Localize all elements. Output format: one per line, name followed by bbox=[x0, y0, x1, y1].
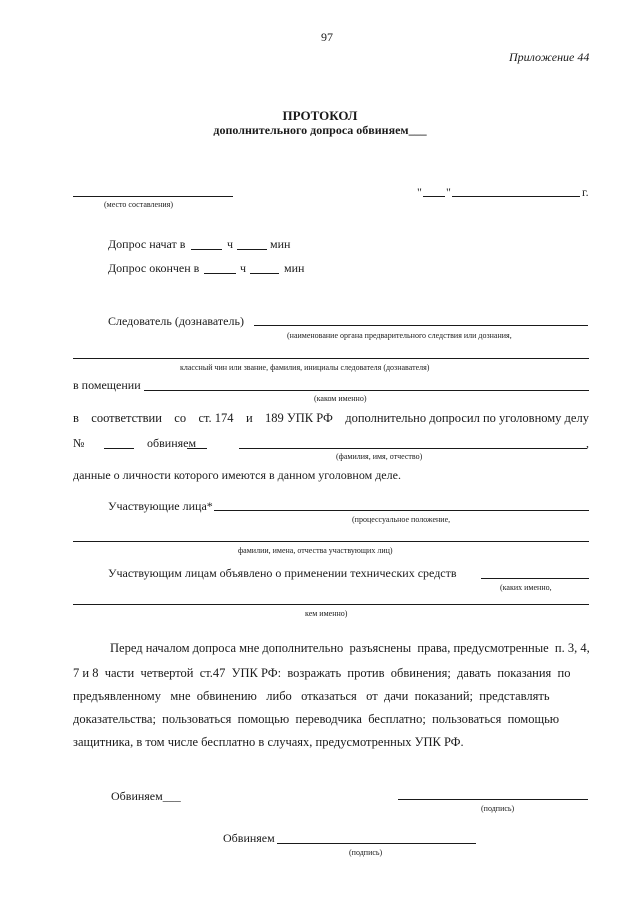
participants-caption-2: фамилии, имена, отчества участвующих лиц) bbox=[238, 546, 393, 555]
rights-line-1 bbox=[110, 641, 590, 656]
participants-caption-1: (процессуальное положение, bbox=[352, 515, 451, 524]
date-quote-open: " bbox=[417, 185, 422, 199]
accordance-word: соответствии bbox=[91, 411, 162, 425]
participants-field-2[interactable] bbox=[73, 541, 589, 542]
rights-line-1-text: Перед началом допроса мне дополнительно разъяснены права, предусмотренные п. 3, 4, bbox=[110, 641, 590, 655]
end-hours-field[interactable] bbox=[204, 273, 236, 274]
signature-1-label: Обвиняем___ bbox=[111, 789, 181, 803]
start-hours-field[interactable] bbox=[191, 249, 222, 250]
investigator-caption-1: (наименование органа предварительного следствия или дознания, bbox=[287, 331, 512, 340]
case-number-label: № bbox=[73, 436, 85, 450]
end-minutes-field[interactable] bbox=[250, 273, 279, 274]
accused-ending-field[interactable] bbox=[187, 448, 207, 449]
investigator-field-2[interactable] bbox=[73, 358, 589, 359]
accused-label: обвиняем bbox=[147, 436, 197, 450]
accused-name-field[interactable] bbox=[239, 448, 587, 449]
accordance-word: со bbox=[174, 411, 187, 425]
accordance-word: ст. 174 bbox=[198, 411, 234, 425]
accused-name-caption: (фамилия, имя, отчество) bbox=[336, 452, 423, 461]
investigator-label: Следователь (дознаватель) bbox=[108, 314, 244, 328]
accordance-word: в bbox=[73, 411, 79, 425]
end-minutes-unit: мин bbox=[284, 261, 305, 275]
document-subtitle: дополнительного допроса обвиняем___ bbox=[213, 123, 427, 137]
accordance-word: и bbox=[245, 411, 253, 425]
end-hours-unit: ч bbox=[240, 261, 247, 275]
rights-line-3 bbox=[73, 689, 589, 704]
technical-caption-1: (каких именно, bbox=[500, 583, 552, 592]
room-field[interactable] bbox=[144, 390, 589, 391]
signature-1-caption: (подпись) bbox=[481, 804, 515, 813]
appendix-label: Приложение 44 bbox=[509, 50, 590, 64]
page-number: 97 bbox=[321, 30, 333, 44]
participants-label: Участвующие лица* bbox=[108, 499, 213, 513]
start-hours-unit: ч bbox=[227, 237, 234, 251]
start-minutes-unit: мин bbox=[270, 237, 291, 251]
room-caption: (каком именно) bbox=[314, 394, 367, 403]
signature-2-label: Обвиняем bbox=[223, 831, 275, 845]
technical-caption-2: кем именно) bbox=[305, 609, 348, 618]
start-prefix: Допрос начат в bbox=[108, 237, 186, 251]
end-prefix: Допрос окончен в bbox=[108, 261, 200, 275]
start-minutes-field[interactable] bbox=[237, 249, 267, 250]
rights-line-4 bbox=[73, 712, 589, 727]
signature-1-field[interactable] bbox=[398, 799, 588, 800]
place-caption: (место составления) bbox=[104, 200, 173, 209]
signature-2-caption: (подпись) bbox=[349, 848, 383, 857]
comma: , bbox=[586, 436, 589, 450]
place-field[interactable] bbox=[73, 196, 233, 197]
technical-field-2[interactable] bbox=[73, 604, 589, 605]
participants-field[interactable] bbox=[214, 510, 589, 511]
rights-line-5: защитника, в том числе бесплатно в случаях, предусмотренных УПК РФ. bbox=[73, 735, 464, 749]
document-title: ПРОТОКОЛ bbox=[282, 108, 358, 123]
signature-2-field[interactable] bbox=[277, 843, 476, 844]
rights-line-3-text: предъявленному мне обвинению либо отказаться от дачи показаний; представлять bbox=[73, 689, 550, 703]
investigator-field[interactable] bbox=[254, 325, 588, 326]
rights-line-4-text: доказательства; пользоваться помощью переводчика бесплатно; пользоваться помощью bbox=[73, 712, 560, 726]
accordance-word: 189 УПК РФ bbox=[265, 411, 333, 425]
case-number-field[interactable] bbox=[104, 448, 134, 449]
date-quote-close: " bbox=[446, 185, 451, 199]
accordance-word: дополнительно допросил по уголовному делу bbox=[345, 411, 589, 425]
date-day-field[interactable] bbox=[423, 196, 445, 197]
personal-data-text: данные о личности которого имеются в данном уголовном деле. bbox=[73, 468, 401, 482]
rights-line-2 bbox=[73, 666, 589, 681]
technical-text: Участвующим лицам объявлено о применении технических средств bbox=[108, 566, 457, 580]
technical-field[interactable] bbox=[481, 578, 589, 579]
room-label: в помещении bbox=[73, 378, 141, 392]
accordance-line bbox=[73, 411, 589, 426]
date-month-year-field[interactable] bbox=[452, 196, 580, 197]
investigator-caption-2: классный чин или звание, фамилия, инициалы следователя (дознавателя) bbox=[180, 363, 430, 372]
rights-line-2-text: 7 и 8 части четвертой ст.47 УПК РФ: возражать против обвинения; давать показания по bbox=[73, 666, 571, 680]
year-suffix: г. bbox=[582, 185, 589, 199]
